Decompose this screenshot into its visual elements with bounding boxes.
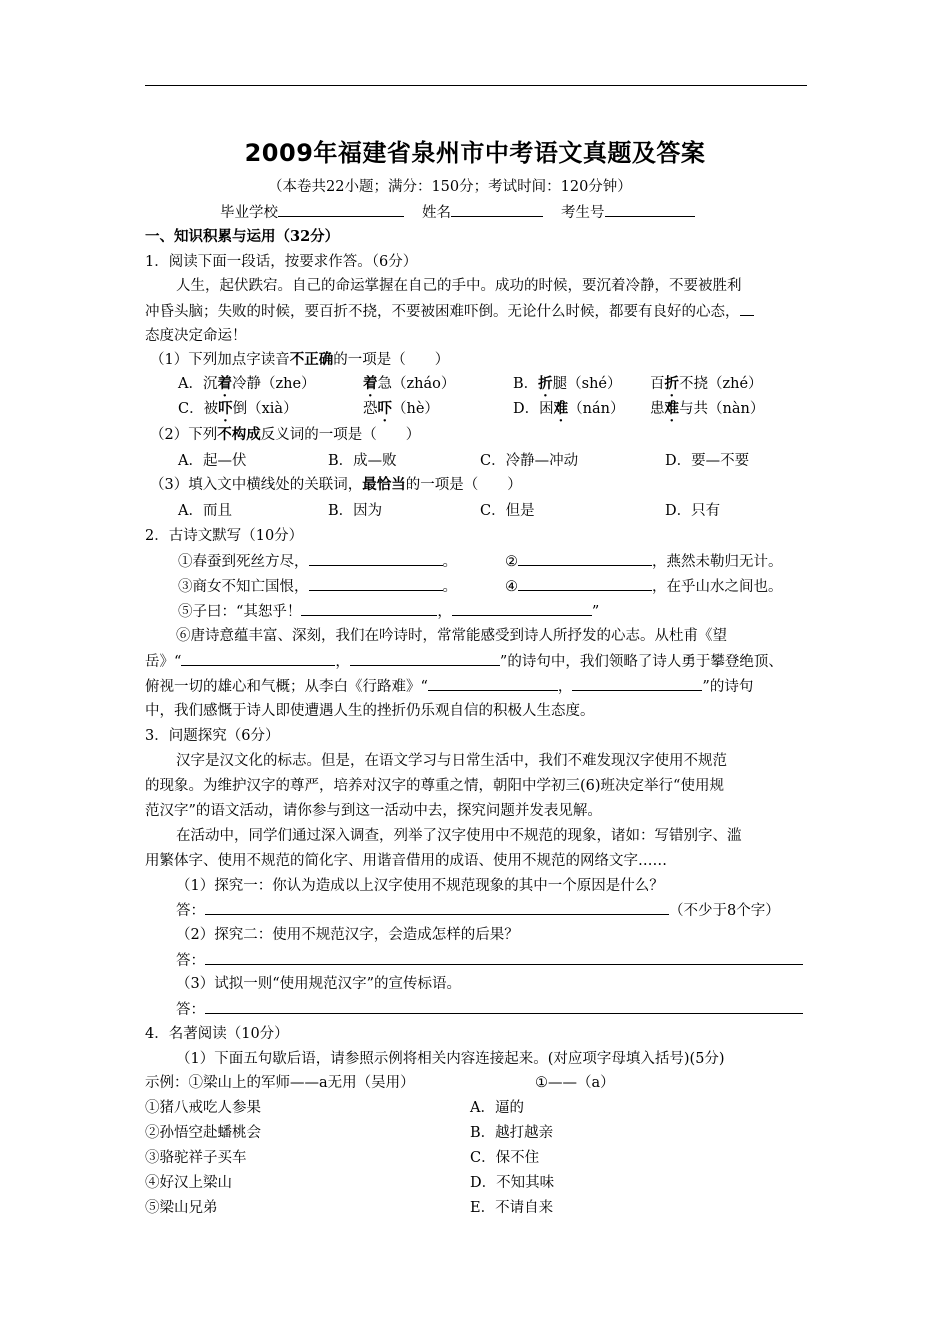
answer-blank[interactable] — [350, 649, 500, 666]
name-label: 姓名 — [422, 205, 451, 221]
q3-heading: 3．问题探究（6分） — [145, 728, 280, 744]
option-b-pair: 百折不挠（zhé） — [650, 375, 763, 392]
answer-blank[interactable] — [205, 948, 803, 965]
poem-line: ①春蚕到死丝方尽， 。 — [178, 549, 457, 574]
q3-sub2: （2）探究二：使用不规范汉字，会造成怎样的后果？ — [176, 927, 519, 943]
answer-blank[interactable] — [518, 549, 652, 566]
name-field[interactable] — [451, 200, 543, 217]
option-c[interactable]: C．但是 — [480, 503, 535, 519]
answer-blank[interactable] — [205, 997, 803, 1014]
q3-passage-line: 范汉字”的语文活动，请你参与到这一活动中去，探究问题并发表见解。 — [145, 803, 602, 819]
answer-blank[interactable] — [205, 898, 669, 915]
poem-line: ④ ，在乎山水之间也。 — [505, 574, 783, 599]
option-a[interactable]: A．而且 — [178, 503, 232, 519]
answer-blank[interactable] — [518, 574, 652, 591]
answer-blank[interactable] — [309, 549, 443, 566]
q1-sub1: （1）下列加点字读音不正确的一项是（ ） — [150, 351, 450, 368]
poem-line: 俯视一切的雄心和气概；从李白《行路难》“ ， ”的诗句 — [145, 674, 753, 699]
section-heading: 一、知识积累与运用（32分） — [145, 228, 340, 245]
option-b[interactable]: B．成—败 — [328, 453, 397, 469]
student-info-line — [220, 200, 695, 225]
school-field[interactable] — [278, 200, 404, 217]
option-d[interactable]: D．要—不要 — [665, 453, 750, 469]
option-d-pair: 患难与共（nàn） — [650, 400, 765, 417]
emphasis-text: 不构成 — [217, 426, 261, 443]
list-item: ①猪八戒吃人参果 — [145, 1100, 261, 1116]
poem-line: ⑥唐诗意蕴丰富、深刻，我们在吟诗时，常常能感受到诗人所抒发的心志。从杜甫《望 — [176, 628, 727, 644]
answer-blank[interactable] — [301, 599, 437, 616]
option-a[interactable]: A．沉着冷静（zhe） — [178, 375, 316, 392]
option-d[interactable]: D．只有 — [665, 503, 721, 519]
number-field[interactable] — [605, 200, 695, 217]
match-option[interactable]: B．越打越亲 — [470, 1125, 554, 1141]
list-item: ③骆驼祥子买车 — [145, 1150, 247, 1166]
poem-line: ② ，燕然未勒归无计。 — [505, 549, 783, 574]
option-d[interactable]: D．困难（nán） — [513, 400, 625, 417]
answer-blank[interactable] — [572, 674, 702, 691]
q1-sub3: （3）填入文中横线处的关联词，最恰当的一项是（ ） — [150, 476, 522, 493]
answer-blank[interactable] — [428, 674, 558, 691]
option-b[interactable]: B．折腿（shé） — [513, 375, 622, 392]
q1-passage-line: 冲昏头脑；失败的时候，要百折不挠，不要被困难吓倒。无论什么时候，都要有良好的心态， — [145, 299, 754, 324]
q3-passage-line: 的现象。为维护汉字的尊严，培养对汉字的尊重之情，朝阳中学初三(6)班决定举行“使用规 — [145, 778, 724, 794]
list-item: ⑤梁山兄弟 — [145, 1200, 218, 1216]
list-item: ②孙悟空赴蟠桃会 — [145, 1125, 261, 1141]
answer-line: 答： — [176, 997, 803, 1022]
poem-line: 岳》“ ， ”的诗句中，我们领略了诗人勇于攀登绝顶、 — [145, 649, 783, 674]
option-c-pair: 恐吓（hè） — [363, 400, 439, 417]
option-c[interactable]: C．被吓倒（xià） — [178, 400, 298, 417]
exam-subtitle: （本卷共22小题；满分：150分；考试时间：120分钟） — [268, 179, 632, 195]
school-label: 毕业学校 — [220, 205, 278, 221]
list-item: ④好汉上梁山 — [145, 1175, 232, 1191]
answer-blank[interactable] — [181, 649, 335, 666]
poem-line: ⑤子曰：“其恕乎！ ， ” — [178, 599, 599, 624]
q1-passage-line: 人生，起伏跌宕。自己的命运掌握在自己的手中。成功的时候，要沉着冷静，不要被胜利 — [176, 278, 742, 294]
header-rule — [145, 85, 807, 86]
connective-blank[interactable] — [740, 299, 754, 316]
match-option[interactable]: C．保不住 — [470, 1150, 540, 1166]
answer-blank[interactable] — [309, 574, 443, 591]
emphasis-text: 最恰当 — [362, 476, 406, 493]
q3-sub1: （1）探究一：你认为造成以上汉字使用不规范现象的其中一个原因是什么？ — [176, 878, 664, 894]
match-option[interactable]: D．不知其味 — [470, 1175, 555, 1191]
answer-blank[interactable] — [452, 599, 592, 616]
q2-heading: 2．古诗文默写（10分） — [145, 528, 304, 544]
option-b[interactable]: B．因为 — [328, 503, 383, 519]
answer-line: 答： — [176, 948, 803, 973]
match-option[interactable]: E．不请自来 — [470, 1200, 554, 1216]
q3-passage-line: 汉字是汉文化的标志。但是，在语文学习与日常生活中，我们不难发现汉字使用不规范 — [176, 753, 727, 769]
example-line: 示例：①梁山上的军师——a无用（吴用） — [145, 1075, 415, 1091]
emphasis-text: 不正确 — [289, 351, 334, 368]
poem-line: 中，我们感慨于诗人即使遭遇人生的挫折仍乐观自信的积极人生态度。 — [145, 703, 595, 719]
answer-line: 答： （不少于8个字） — [176, 898, 780, 923]
option-c[interactable]: C．冷静—冲动 — [480, 453, 579, 469]
option-a-pair: 着急（zháo） — [363, 375, 456, 392]
q3-sub3: （3）试拟一则“使用规范汉字”的宣传标语。 — [176, 976, 462, 992]
q4-sub1: （1）下面五句歇后语，请参照示例将相关内容连接起来。(对应项字母填入括号)(5分) — [176, 1051, 725, 1067]
q1-passage-line: 态度决定命运！ — [145, 328, 247, 344]
q4-heading: 4．名著阅读（10分） — [145, 1026, 289, 1042]
q3-passage-line: 用繁体字、使用不规范的简化字、用谐音借用的成语、使用不规范的网络文字…… — [145, 853, 667, 869]
q1-sub2: （2）下列不构成反义词的一项是（ ） — [150, 426, 421, 443]
page-title: 2009年福建省泉州市中考语文真题及答案 — [244, 139, 706, 167]
q1-heading: 1．阅读下面一段话，按要求作答。（6分） — [145, 254, 418, 270]
option-a[interactable]: A．起—伏 — [178, 453, 247, 469]
q3-passage-line: 在活动中，同学们通过深入调查，列举了汉字使用中不规范的现象，诸如：写错别字、滥 — [176, 828, 742, 844]
match-option[interactable]: A．逼的 — [470, 1100, 524, 1116]
poem-line: ③商女不知亡国恨， 。 — [178, 574, 457, 599]
example-answer: ①——（a） — [535, 1075, 615, 1091]
number-label: 考生号 — [561, 205, 605, 221]
